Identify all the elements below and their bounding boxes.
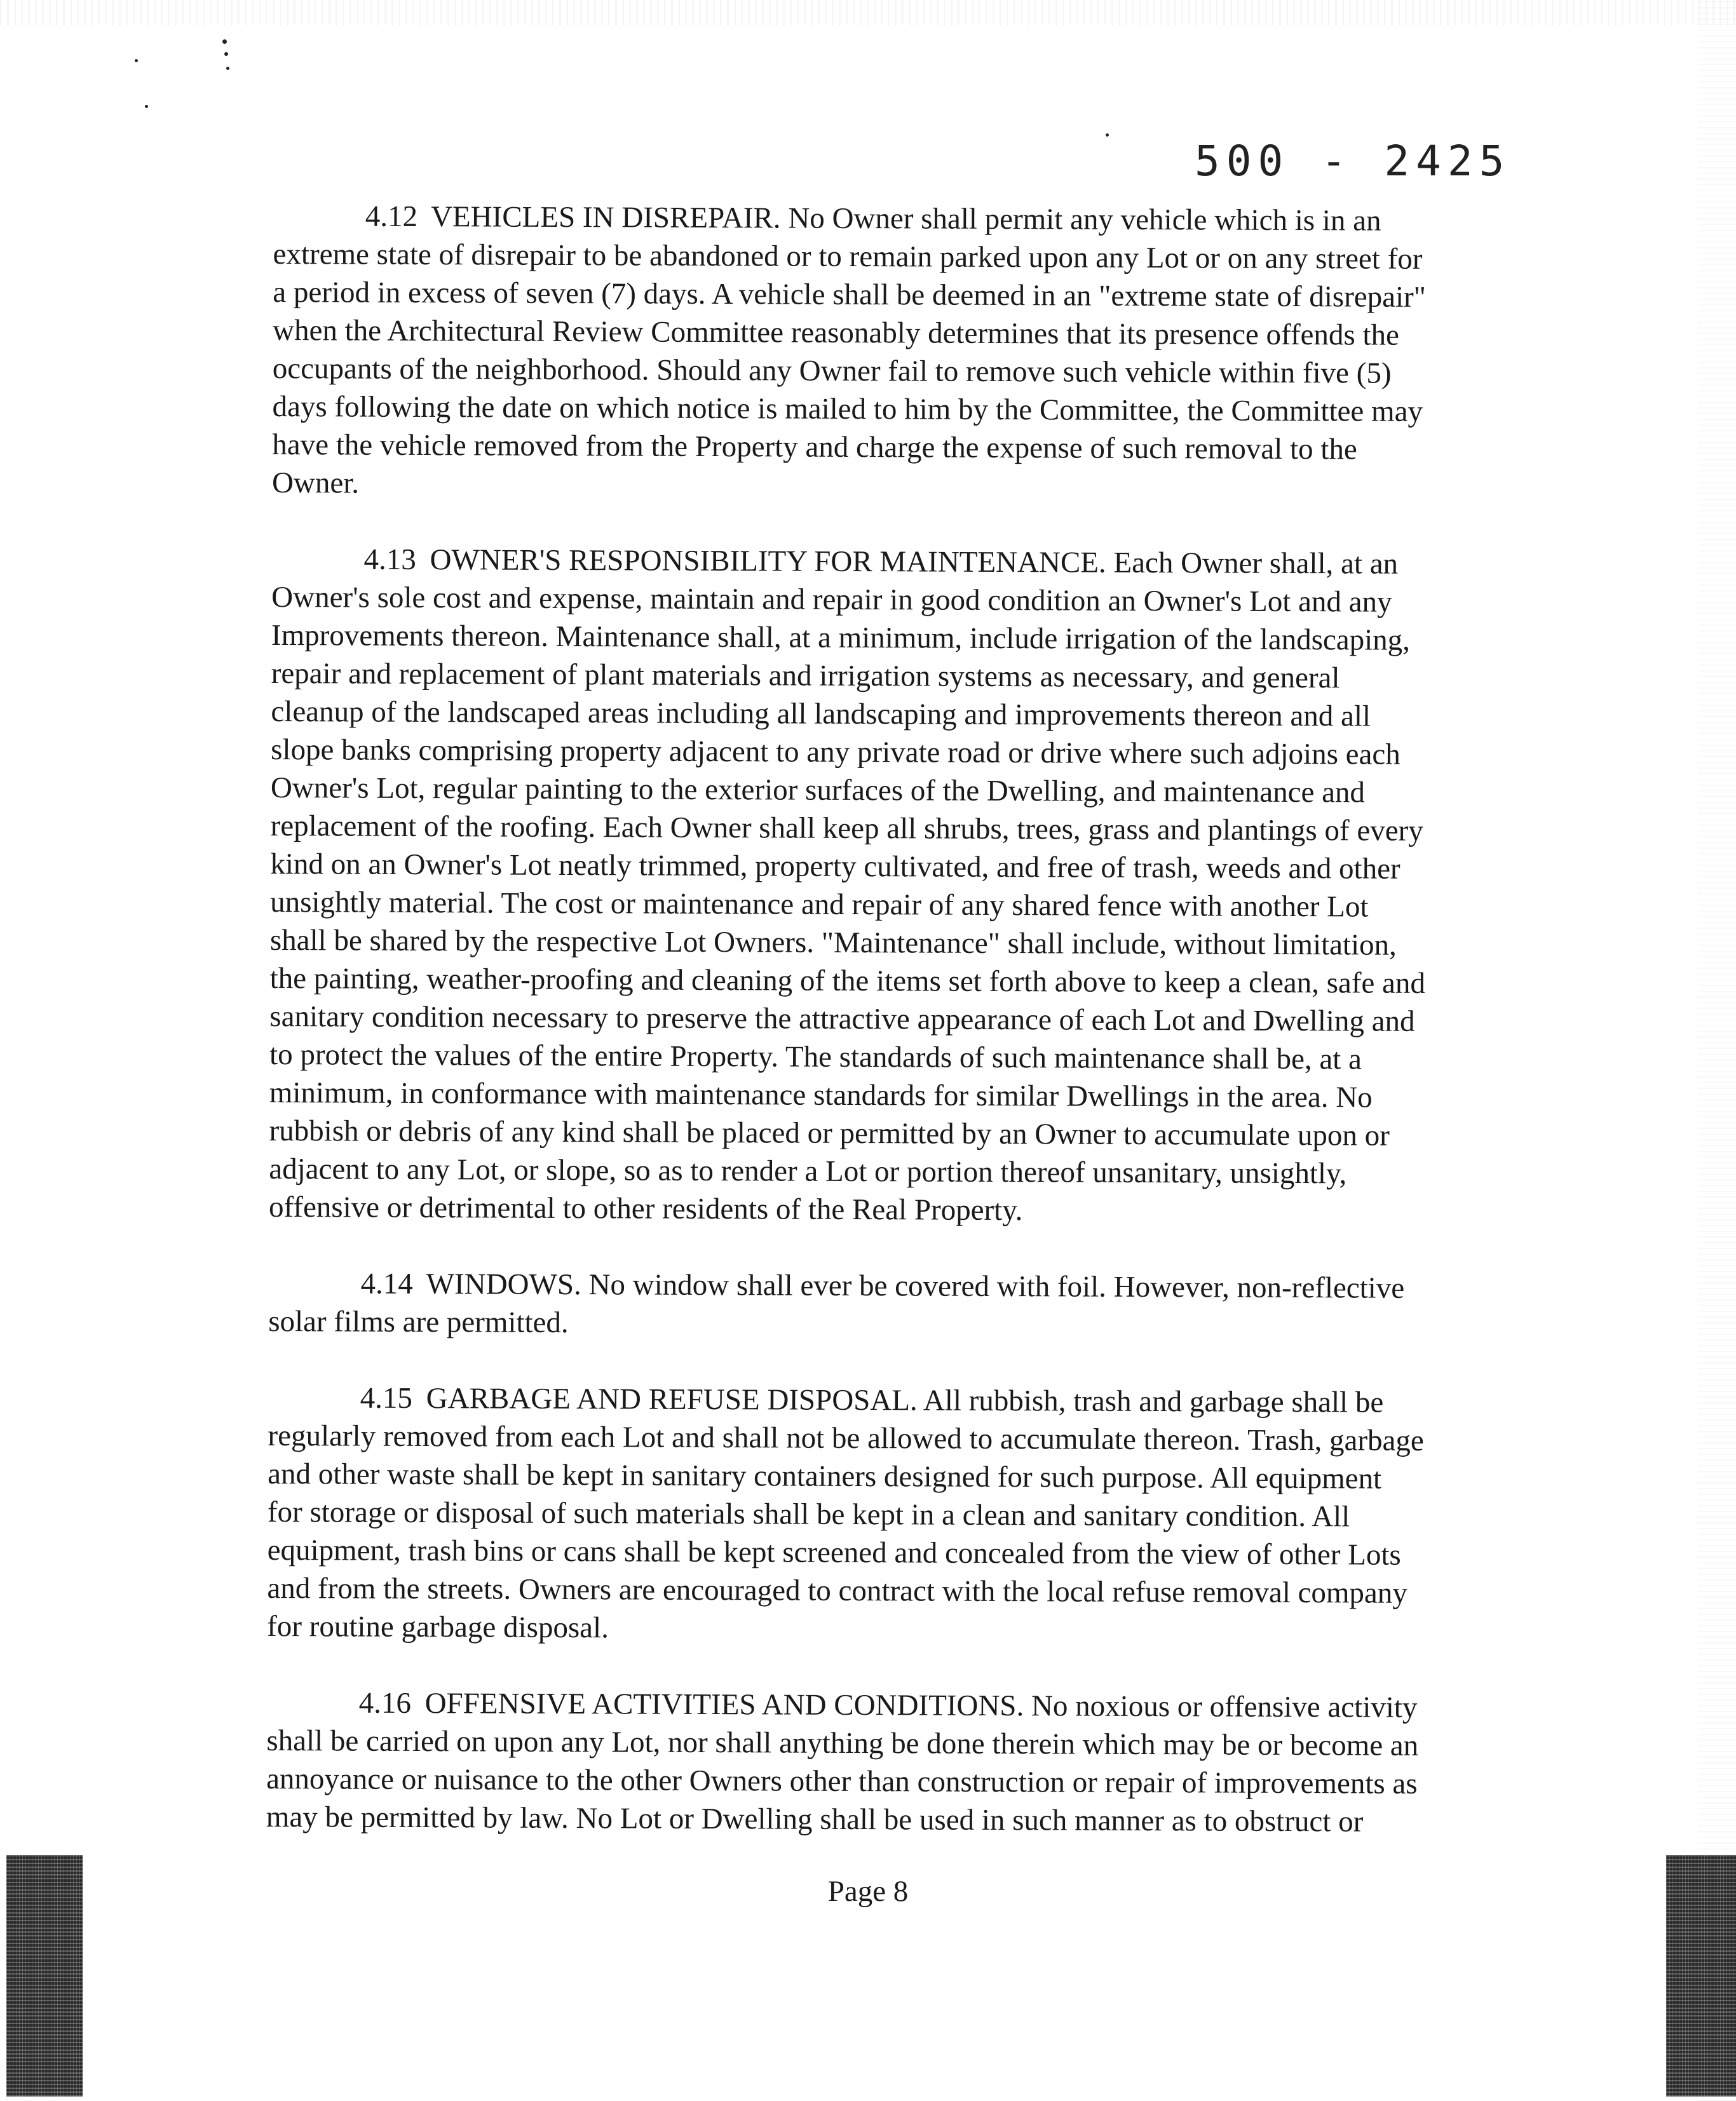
text-line: and from the streets. Owners are encouraged to contract with the local refuse removal company bbox=[267, 1571, 1407, 1610]
section-4-16 bbox=[266, 1684, 1500, 1841]
text-line: adjacent to any Lot, or slope, so as to render a Lot or portion thereof unsanitary, unsightly, bbox=[269, 1152, 1347, 1191]
scan-speck bbox=[224, 52, 228, 56]
text-line: extreme state of disrepair to be abandoned or to remain parked upon any Lot or on any street for bbox=[273, 237, 1423, 276]
text-line: repair and replacement of plant materials and irrigation systems as necessary, and general bbox=[271, 656, 1340, 695]
text-line: a period in excess of seven (7) days. A vehicle shall be deemed in an "extreme state of disrepair" bbox=[273, 275, 1427, 314]
text-line: solar films are permitted. bbox=[268, 1304, 569, 1340]
page-number: Page 8 bbox=[827, 1875, 909, 1908]
text-line: days following the date on which notice is mailed to him by the Committee, the Committee may bbox=[272, 389, 1423, 428]
scan-noise-top bbox=[0, 0, 1736, 25]
text-line: WINDOWS. No window shall ever be covered with foil. However, non-reflective bbox=[426, 1267, 1405, 1305]
section-number: 4.14 bbox=[360, 1267, 413, 1300]
text-line: unsightly material. The cost or maintenance and repair of any shared fence with another Lot bbox=[270, 885, 1369, 924]
text-line: slope banks comprising property adjacent to any private road or drive where such adjoins each bbox=[271, 733, 1400, 771]
text-line: kind on an Owner's Lot neatly trimmed, property cultivated, and free of trash, weeds and other bbox=[270, 847, 1400, 886]
text-line: shall be carried on upon any Lot, nor shall anything be done therein which may be or become an bbox=[266, 1724, 1419, 1762]
scan-speck bbox=[222, 39, 227, 44]
section-number: 4.16 bbox=[358, 1686, 412, 1720]
text-line: may be permitted by law. No Lot or Dwelling shall be used in such manner as to obstruct or bbox=[266, 1800, 1364, 1839]
text-line: Improvements thereon. Maintenance shall, at a minimum, include irrigation of the landscaping, bbox=[271, 618, 1411, 657]
text-line: GARBAGE AND REFUSE DISPOSAL. All rubbish, trash and garbage shall be bbox=[426, 1382, 1384, 1419]
text-line: for storage or disposal of such materials shall be kept in a clean and sanitary condition. All bbox=[267, 1495, 1350, 1534]
scan-edge-mark-left bbox=[6, 1855, 83, 2097]
text-line: annoyance or nuisance to the other Owners other than construction or repair of improvements as bbox=[266, 1762, 1418, 1800]
text-line: replacement of the roofing. Each Owner shall keep all shrubs, trees, grass and plantings of every bbox=[270, 809, 1423, 848]
text-line: regularly removed from each Lot and shall not be allowed to accumulate thereon. Trash, garbage bbox=[268, 1419, 1424, 1457]
section-4-13 bbox=[269, 540, 1505, 1231]
text-line: offensive or detrimental to other residents of the Real Property. bbox=[268, 1190, 1023, 1227]
section-4-15 bbox=[267, 1379, 1501, 1651]
scan-speck bbox=[135, 59, 138, 62]
document-number: 500 - 2425 bbox=[1195, 137, 1511, 186]
section-4-12 bbox=[272, 197, 1506, 507]
text-line: and other waste shall be kept in sanitary containers designed for such purpose. All equipment bbox=[268, 1457, 1382, 1496]
scan-noise-right bbox=[1698, 0, 1736, 2101]
text-line: minimum, in conformance with maintenance standards for similar Dwellings in the area. No bbox=[269, 1076, 1373, 1114]
document-body bbox=[266, 197, 1506, 1879]
scan-speck bbox=[1106, 133, 1109, 137]
text-line: shall be shared by the respective Lot Owners. "Maintenance" shall include, without limitation, bbox=[269, 923, 1397, 962]
text-line: occupants of the neighborhood. Should any Owner fail to remove such vehicle within five (5) bbox=[272, 351, 1392, 390]
section-4-14 bbox=[268, 1264, 1502, 1346]
text-line: when the Architectural Review Committee reasonably determines that its presence offends the bbox=[272, 313, 1399, 352]
scan-speck bbox=[145, 105, 148, 108]
text-line: Owner's Lot, regular painting to the exterior surfaces of the Dwelling, and maintenance and bbox=[270, 771, 1366, 809]
scan-speck bbox=[226, 67, 229, 70]
section-number: 4.12 bbox=[365, 199, 418, 233]
section-number: 4.15 bbox=[360, 1381, 413, 1415]
text-line: VEHICLES IN DISREPAIR. No Owner shall permit any vehicle which is in an bbox=[430, 200, 1381, 238]
text-line: Owner. bbox=[271, 466, 360, 500]
section-number: 4.13 bbox=[363, 543, 416, 576]
text-line: to protect the values of the entire Property. The standards of such maintenance shall be, at a bbox=[269, 1037, 1362, 1076]
text-line: OWNER'S RESPONSIBILITY FOR MAINTENANCE. Each Owner shall, at an bbox=[430, 543, 1399, 581]
text-line: OFFENSIVE ACTIVITIES AND CONDITIONS. No noxious or offensive activity bbox=[424, 1687, 1418, 1724]
text-line: the painting, weather-proofing and cleaning of the items set forth above to keep a clean, safe and bbox=[269, 961, 1426, 1000]
scan-edge-mark-right bbox=[1666, 1855, 1736, 2097]
text-line: have the vehicle removed from the Property and charge the expense of such removal to the bbox=[272, 428, 1357, 466]
text-line: Owner's sole cost and expense, maintain and repair in good condition an Owner's Lot and any bbox=[271, 580, 1392, 619]
text-line: sanitary condition necessary to preserve the attractive appearance of each Lot and Dwelling and bbox=[269, 999, 1415, 1038]
text-line: for routine garbage disposal. bbox=[267, 1609, 609, 1645]
text-line: equipment, trash bins or cans shall be kept screened and concealed from the view of other Lots bbox=[267, 1533, 1401, 1572]
text-line: cleanup of the landscaped areas including all landscaping and improvements thereon and all bbox=[271, 694, 1371, 733]
text-line: rubbish or debris of any kind shall be placed or permitted by an Owner to accumulate upon or bbox=[269, 1114, 1390, 1152]
